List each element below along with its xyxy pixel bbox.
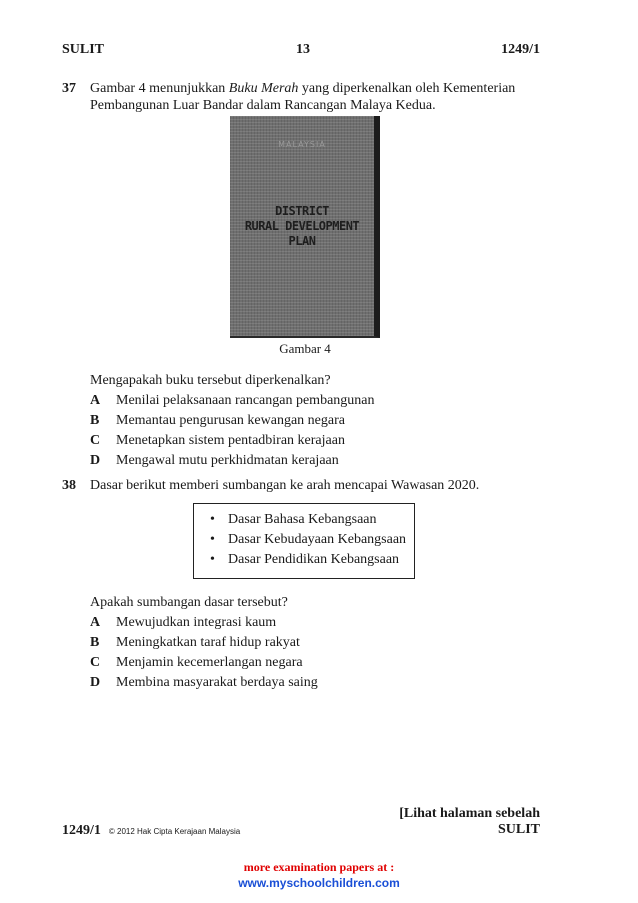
question-37-options xyxy=(0,392,638,472)
option-text: Memantau pengurusan kewangan negara xyxy=(116,413,345,428)
policy-bullet xyxy=(210,552,399,568)
option-b[interactable] xyxy=(0,412,638,430)
option-letter: C xyxy=(90,655,101,670)
policy-box xyxy=(193,503,415,579)
option-text: Mewujudkan integrasi kaum xyxy=(116,615,277,630)
book-top-text: MALAYSIA xyxy=(278,140,326,149)
policy-text: Dasar Pendidikan Kebangsaan xyxy=(228,552,400,567)
promo-text: more examination papers at : xyxy=(243,860,395,874)
policy-text: Dasar Kebudayaan Kebangsaan xyxy=(228,532,407,547)
option-letter: A xyxy=(90,393,101,408)
bullet-icon: • xyxy=(210,552,215,567)
q37-text-c: yang diperkenalkan oleh Kementerian xyxy=(298,81,516,96)
option-d[interactable] xyxy=(0,674,638,692)
question-37-prompt: Mengapakah buku tersebut diperkenalkan? xyxy=(90,373,331,388)
question-38-intro: Dasar berikut memberi sumbangan ke arah mencapai Wawasan 2020. xyxy=(90,478,480,493)
option-a[interactable] xyxy=(0,614,638,632)
option-b[interactable] xyxy=(0,634,638,652)
bullet-icon: • xyxy=(210,512,215,527)
book-title xyxy=(230,204,374,249)
promo-link[interactable]: www.myschoolchildren.com xyxy=(238,876,400,890)
next-page-note: [Lihat halaman sebelah xyxy=(399,806,540,821)
copyright: © 2012 Hak Cipta Kerajaan Malaysia xyxy=(108,827,241,836)
policy-bullet xyxy=(210,532,406,548)
option-text: Meningkatkan taraf hidup rakyat xyxy=(116,635,300,650)
option-letter: B xyxy=(90,635,100,650)
q37-buku-merah: Buku Merah xyxy=(228,81,299,96)
option-letter: A xyxy=(90,615,101,630)
header-sulit: SULIT xyxy=(62,42,105,57)
paper-code: 1249/1 xyxy=(501,42,540,57)
bullet-icon: • xyxy=(210,532,215,547)
option-text: Mengawal mutu perkhidmatan kerajaan xyxy=(116,453,339,468)
option-c[interactable] xyxy=(0,654,638,672)
policy-bullet xyxy=(210,512,377,528)
footer-left xyxy=(62,822,240,839)
book-cover-image xyxy=(230,116,380,338)
option-letter: C xyxy=(90,433,101,448)
book-title-line: PLAN xyxy=(288,234,316,248)
q37-text-a: Gambar 4 menunjukkan xyxy=(90,81,229,96)
question-37-line2: Pembangunan Luar Bandar dalam Rancangan Malaya Kedua. xyxy=(90,98,436,113)
figure-caption: Gambar 4 xyxy=(279,341,331,356)
option-text: Membina masyarakat berdaya saing xyxy=(116,675,318,690)
book-title-line: RURAL DEVELOPMENT xyxy=(244,219,360,233)
policy-text: Dasar Bahasa Kebangsaan xyxy=(228,512,377,527)
question-38-options xyxy=(0,614,638,694)
question-38-prompt: Apakah sumbangan dasar tersebut? xyxy=(90,595,288,610)
book-title-line: DISTRICT xyxy=(275,204,329,218)
footer-code: 1249/1 xyxy=(62,823,101,838)
option-text: Menjamin kecemerlangan negara xyxy=(116,655,303,670)
option-text: Menilai pelaksanaan rancangan pembangunan xyxy=(116,393,375,408)
option-letter: D xyxy=(90,453,101,468)
question-37-number: 37 xyxy=(62,81,76,96)
option-letter: D xyxy=(90,675,101,690)
option-letter: B xyxy=(90,413,100,428)
page-number: 13 xyxy=(296,42,310,57)
option-a[interactable] xyxy=(0,392,638,410)
question-38-number: 38 xyxy=(62,478,76,493)
option-text: Menetapkan sistem pentadbiran kerajaan xyxy=(116,433,345,448)
option-d[interactable] xyxy=(0,452,638,470)
question-37-line1 xyxy=(90,80,515,98)
footer-sulit: SULIT xyxy=(497,822,540,837)
option-c[interactable] xyxy=(0,432,638,450)
